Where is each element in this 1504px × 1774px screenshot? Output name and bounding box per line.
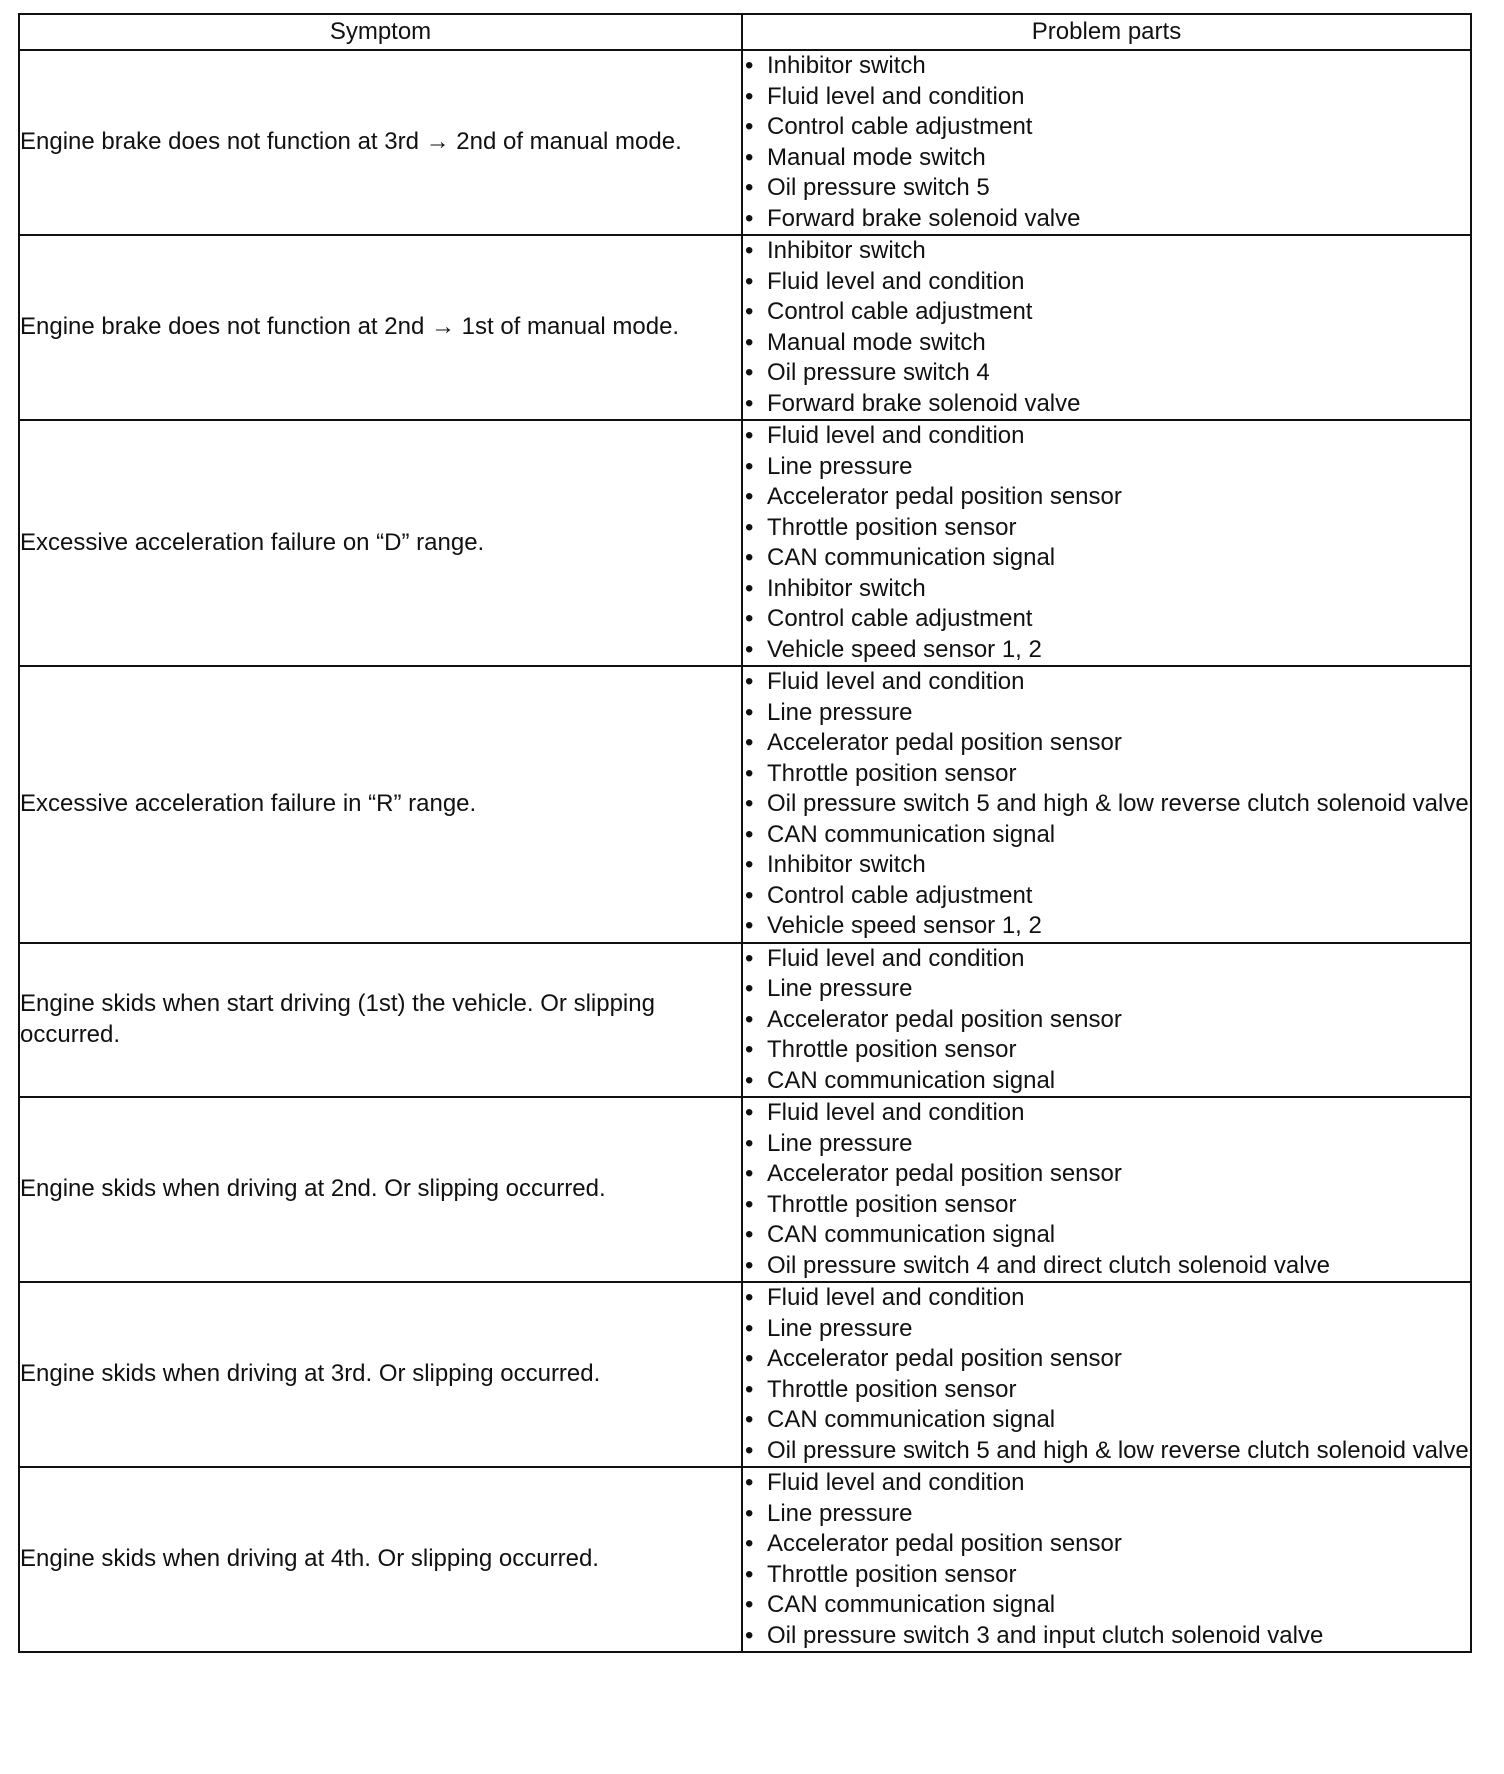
problem-part-text: Line pressure <box>767 698 913 726</box>
table-row <box>19 235 1471 420</box>
problem-part-text: Manual mode switch <box>767 143 986 171</box>
list-item <box>743 1066 1470 1097</box>
problem-part-text: Control cable adjustment <box>767 605 1033 632</box>
problem-part-text: Line pressure <box>767 1499 913 1527</box>
problem-part-text: Fluid level and condition <box>767 82 1025 110</box>
list-item <box>743 51 1470 82</box>
problem-part-text: Throttle position sensor <box>767 1560 1017 1588</box>
problem-parts-list <box>743 236 1470 419</box>
bullet-icon: • <box>745 1406 754 1433</box>
bullet-icon: • <box>745 975 754 1002</box>
bullet-icon: • <box>745 1469 754 1496</box>
bullet-icon: • <box>745 82 754 110</box>
bullet-icon: • <box>745 544 754 571</box>
table-body <box>19 50 1471 1652</box>
bullet-icon: • <box>745 1190 754 1218</box>
bullet-icon: • <box>745 143 754 171</box>
list-item <box>743 543 1470 574</box>
problem-part-text: Control cable adjustment <box>767 881 1033 909</box>
list-item <box>743 358 1470 389</box>
problem-part-text: Vehicle speed sensor 1, 2 <box>767 912 1042 939</box>
list-item <box>743 574 1470 605</box>
bullet-icon: • <box>745 237 754 264</box>
table-row <box>19 666 1471 943</box>
problem-part-text: Control cable adjustment <box>767 113 1033 140</box>
bullet-icon: • <box>745 1530 754 1557</box>
list-item <box>743 698 1470 729</box>
problem-part-text: Line pressure <box>767 452 913 480</box>
bullet-icon: • <box>745 513 754 541</box>
bullet-icon: • <box>745 1284 754 1311</box>
list-item <box>743 421 1470 452</box>
problem-part-text: Oil pressure switch 4 <box>767 359 990 386</box>
list-item <box>743 1436 1470 1467</box>
bullet-icon: • <box>745 1345 754 1372</box>
bullet-icon: • <box>745 729 754 756</box>
list-item <box>743 236 1470 267</box>
bullet-icon: • <box>745 635 754 663</box>
table-row <box>19 50 1471 235</box>
problem-part-text: Line pressure <box>767 1314 913 1342</box>
list-item <box>743 143 1470 174</box>
bullet-icon: • <box>745 1436 754 1464</box>
list-item <box>743 911 1470 942</box>
table-row <box>19 1097 1471 1282</box>
problem-part-text: Throttle position sensor <box>767 1036 1017 1063</box>
problem-parts-list <box>743 1098 1470 1281</box>
list-item <box>743 728 1470 759</box>
list-item <box>743 452 1470 483</box>
bullet-icon: • <box>745 389 754 417</box>
problem-parts-cell <box>742 1282 1471 1467</box>
list-item <box>743 1405 1470 1436</box>
bullet-icon: • <box>745 1560 754 1588</box>
bullet-icon: • <box>745 912 754 939</box>
list-item <box>743 1098 1470 1129</box>
list-item <box>743 1590 1470 1621</box>
bullet-icon: • <box>745 328 754 356</box>
bullet-icon: • <box>745 881 754 909</box>
bullet-icon: • <box>745 1251 754 1279</box>
problem-part-text: Throttle position sensor <box>767 1190 1017 1218</box>
list-item <box>743 850 1470 881</box>
problem-part-text: Throttle position sensor <box>767 513 1017 541</box>
bullet-icon: • <box>745 1160 754 1187</box>
symptom-cell: Engine skids when driving at 4th. Or slipping occurred. <box>19 1467 742 1652</box>
problem-parts-list <box>743 1468 1470 1651</box>
bullet-icon: • <box>745 698 754 726</box>
problem-part-text: Line pressure <box>767 975 913 1002</box>
bullet-icon: • <box>745 483 754 510</box>
list-item <box>743 1529 1470 1560</box>
list-item <box>743 759 1470 790</box>
bullet-icon: • <box>745 1066 754 1094</box>
bullet-icon: • <box>745 298 754 325</box>
symptom-cell: Engine brake does not function at 2nd → 1st of manual mode. <box>19 235 742 420</box>
problem-part-text: Accelerator pedal position sensor <box>767 1160 1122 1187</box>
bullet-icon: • <box>745 1036 754 1063</box>
bullet-icon: • <box>745 113 754 140</box>
symptom-cell: Engine skids when start driving (1st) the vehicle. Or slipping occurred. <box>19 943 742 1098</box>
bullet-icon: • <box>745 605 754 632</box>
problem-part-text: Forward brake solenoid valve <box>767 204 1081 232</box>
bullet-icon: • <box>745 1314 754 1342</box>
list-item <box>743 1190 1470 1221</box>
problem-part-text: Accelerator pedal position sensor <box>767 1530 1122 1557</box>
problem-part-text: Inhibitor switch <box>767 851 926 878</box>
bullet-icon: • <box>745 1099 754 1126</box>
problem-parts-cell <box>742 943 1471 1098</box>
list-item <box>743 789 1470 820</box>
list-item <box>743 1344 1470 1375</box>
table-row <box>19 1467 1471 1652</box>
bullet-icon: • <box>745 1591 754 1618</box>
problem-part-text: Control cable adjustment <box>767 298 1033 325</box>
problem-part-text: CAN communication signal <box>767 544 1056 571</box>
list-item <box>743 1560 1470 1591</box>
problem-part-text: CAN communication signal <box>767 820 1056 848</box>
list-item <box>743 604 1470 635</box>
bullet-icon: • <box>745 1005 754 1033</box>
problem-part-text: Inhibitor switch <box>767 237 926 264</box>
table-row <box>19 943 1471 1098</box>
problem-part-text: Accelerator pedal position sensor <box>767 729 1122 756</box>
problem-part-text: Accelerator pedal position sensor <box>767 1345 1122 1372</box>
problem-part-text: Fluid level and condition <box>767 1284 1025 1311</box>
symptom-cell: Engine skids when driving at 3rd. Or slipping occurred. <box>19 1282 742 1467</box>
list-item <box>743 1314 1470 1345</box>
list-item <box>743 1499 1470 1530</box>
list-item <box>743 513 1470 544</box>
problem-parts-list <box>743 51 1470 234</box>
problem-parts-list <box>743 421 1470 665</box>
bullet-icon: • <box>745 1221 754 1248</box>
bullet-icon: • <box>745 1129 754 1157</box>
table-header-row <box>19 14 1471 50</box>
list-item <box>743 1468 1470 1499</box>
symptom-cell: Engine skids when driving at 2nd. Or slipping occurred. <box>19 1097 742 1282</box>
problem-part-text: CAN communication signal <box>767 1221 1056 1248</box>
problem-part-text: CAN communication signal <box>767 1406 1056 1433</box>
list-item <box>743 1159 1470 1190</box>
problem-part-text: Forward brake solenoid valve <box>767 389 1081 417</box>
list-item <box>743 267 1470 298</box>
list-item <box>743 974 1470 1005</box>
list-item <box>743 1220 1470 1251</box>
bullet-icon: • <box>745 851 754 878</box>
list-item <box>743 82 1470 113</box>
problem-part-text: Fluid level and condition <box>767 668 1025 695</box>
bullet-icon: • <box>745 944 754 972</box>
bullet-icon: • <box>745 668 754 695</box>
bullet-icon: • <box>745 759 754 787</box>
header-symptom: Symptom <box>19 14 742 50</box>
problem-part-text: Vehicle speed sensor 1, 2 <box>767 635 1042 663</box>
symptom-cell: Excessive acceleration failure on “D” range. <box>19 420 742 666</box>
problem-part-text: Oil pressure switch 4 and direct clutch solenoid valve <box>767 1251 1330 1279</box>
bullet-icon: • <box>745 574 754 602</box>
bullet-icon: • <box>745 820 754 848</box>
list-item <box>743 112 1470 143</box>
bullet-icon: • <box>745 422 754 449</box>
problem-part-text: Throttle position sensor <box>767 759 1017 787</box>
problem-parts-cell <box>742 1097 1471 1282</box>
list-item <box>743 1035 1470 1066</box>
bullet-icon: • <box>745 790 754 817</box>
problem-part-text: Oil pressure switch 5 and high & low reverse clutch solenoid valve <box>767 1436 1469 1464</box>
list-item <box>743 1621 1470 1652</box>
list-item <box>743 635 1470 666</box>
problem-part-text: CAN communication signal <box>767 1066 1056 1094</box>
list-item <box>743 1129 1470 1160</box>
problem-parts-list <box>743 1283 1470 1466</box>
bullet-icon: • <box>745 174 754 201</box>
symptom-cell: Excessive acceleration failure in “R” range. <box>19 666 742 943</box>
problem-part-text: Fluid level and condition <box>767 1099 1025 1126</box>
list-item <box>743 1375 1470 1406</box>
problem-part-text: Accelerator pedal position sensor <box>767 1005 1122 1033</box>
problem-part-text: Fluid level and condition <box>767 944 1025 972</box>
problem-part-text: Oil pressure switch 5 <box>767 174 990 201</box>
list-item <box>743 667 1470 698</box>
table-row <box>19 1282 1471 1467</box>
list-item <box>743 173 1470 204</box>
list-item <box>743 328 1470 359</box>
problem-part-text: Throttle position sensor <box>767 1375 1017 1403</box>
bullet-icon: • <box>745 1621 754 1649</box>
problem-part-text: Oil pressure switch 5 and high & low reverse clutch solenoid valve <box>767 790 1469 817</box>
problem-part-text: Inhibitor switch <box>767 52 926 79</box>
problem-part-text: Accelerator pedal position sensor <box>767 483 1122 510</box>
problem-parts-cell <box>742 420 1471 666</box>
list-item <box>743 482 1470 513</box>
bullet-icon: • <box>745 1375 754 1403</box>
header-problem-parts: Problem parts <box>742 14 1471 50</box>
bullet-icon: • <box>745 52 754 79</box>
problem-parts-list <box>743 667 1470 942</box>
table-row <box>19 420 1471 666</box>
problem-part-text: Inhibitor switch <box>767 574 926 602</box>
bullet-icon: • <box>745 452 754 480</box>
problem-parts-cell <box>742 235 1471 420</box>
bullet-icon: • <box>745 204 754 232</box>
list-item <box>743 204 1470 235</box>
problem-part-text: Line pressure <box>767 1129 913 1157</box>
problem-parts-cell <box>742 50 1471 235</box>
bullet-icon: • <box>745 359 754 386</box>
list-item <box>743 820 1470 851</box>
problem-parts-cell <box>742 1467 1471 1652</box>
bullet-icon: • <box>745 267 754 295</box>
problem-part-text: Fluid level and condition <box>767 267 1025 295</box>
symptom-cell: Engine brake does not function at 3rd → 2nd of manual mode. <box>19 50 742 235</box>
problem-parts-list <box>743 944 1470 1097</box>
list-item <box>743 1251 1470 1282</box>
list-item <box>743 297 1470 328</box>
problem-part-text: Fluid level and condition <box>767 422 1025 449</box>
list-item <box>743 1005 1470 1036</box>
list-item <box>743 944 1470 975</box>
problem-part-text: Oil pressure switch 3 and input clutch solenoid valve <box>767 1621 1324 1649</box>
list-item <box>743 389 1470 420</box>
list-item <box>743 1283 1470 1314</box>
problem-part-text: CAN communication signal <box>767 1591 1056 1618</box>
problem-parts-cell <box>742 666 1471 943</box>
problem-part-text: Manual mode switch <box>767 328 986 356</box>
bullet-icon: • <box>745 1499 754 1527</box>
symptom-table <box>18 13 1472 1653</box>
list-item <box>743 881 1470 912</box>
problem-part-text: Fluid level and condition <box>767 1469 1025 1496</box>
